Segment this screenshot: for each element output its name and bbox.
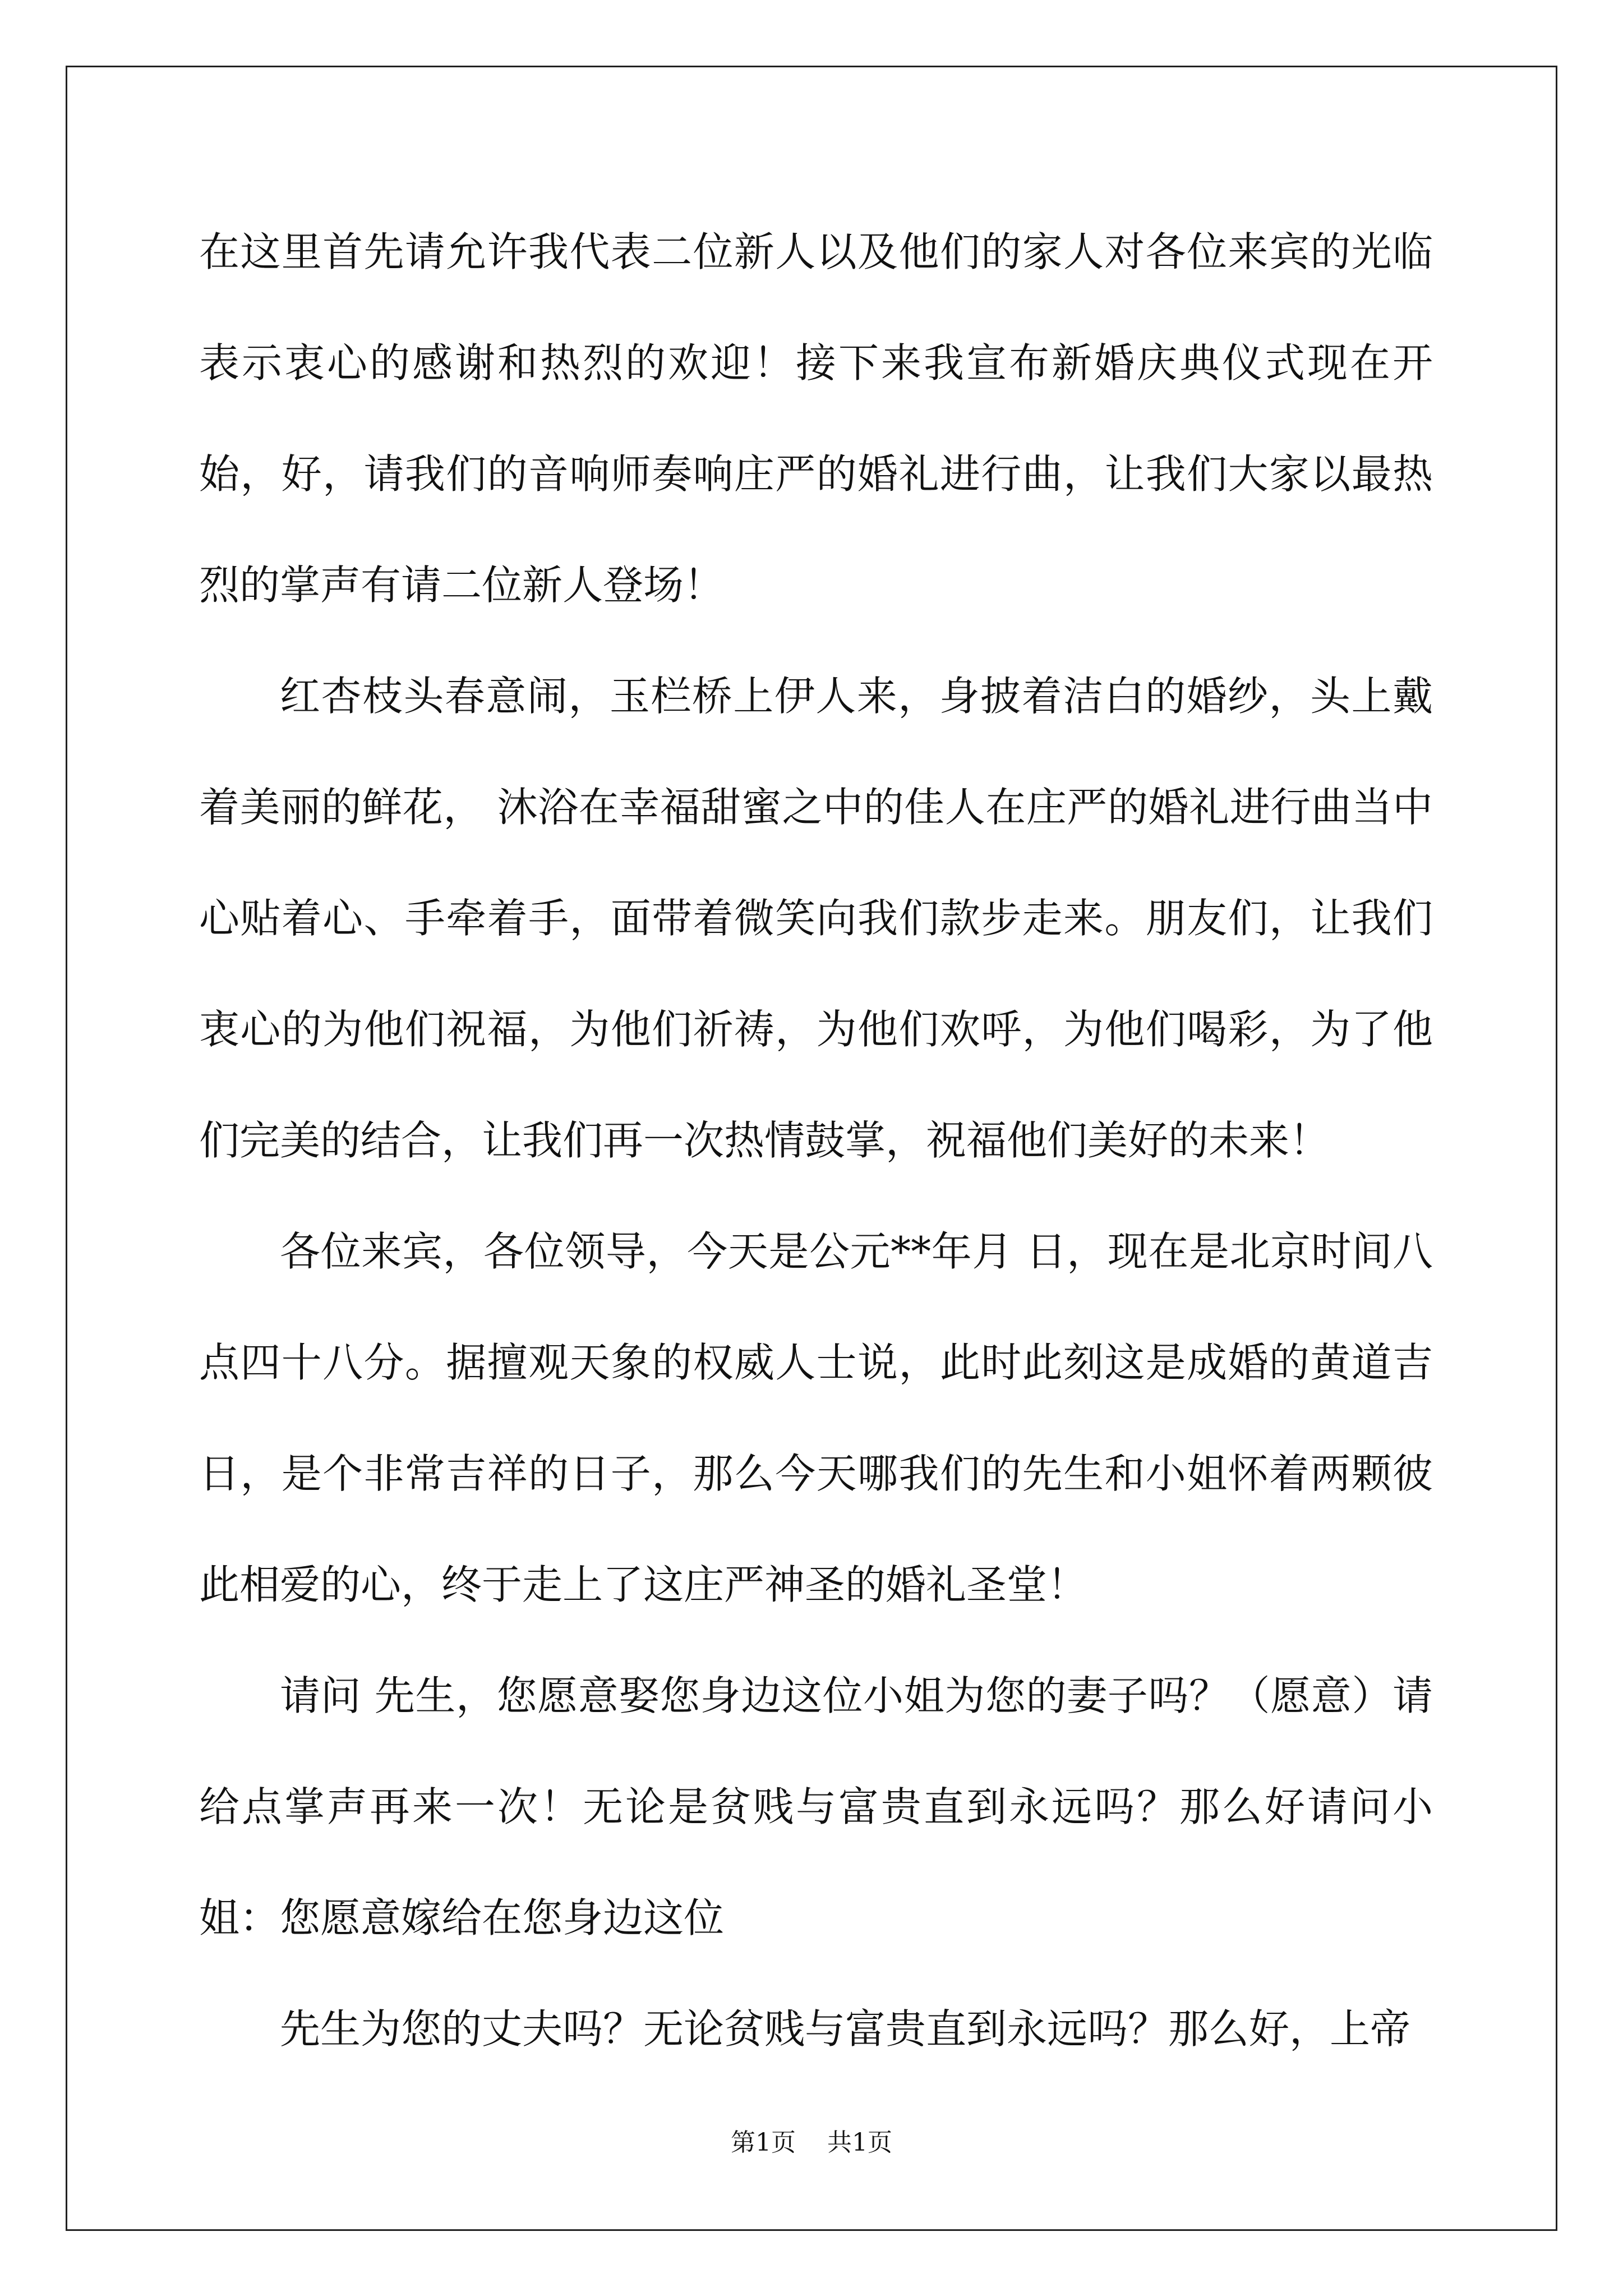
page-footer [0,2126,1623,2160]
paragraph-4: 请问 先生，您愿意娶您身边这位小姐为您的妻子吗？（愿意）请给点掌声再来一次！无论是贫贱与富贵直到永远吗？那么好请问小姐：您愿意嫁给在您身边这位 [199,1672,1433,1941]
page-total: 共1页 [827,2128,892,2157]
paragraph-3: 各位来宾，各位领导，今天是公元**年月 日，现在是北京时间八点四十八分。据擅观天象的权威人士说，此时此刻这是成婚的黄道吉日，是个非常吉祥的日子，那么今天哪我们的先生和小姐怀着两颗彼此相爱的心，终于走上了这庄严神圣的婚礼圣堂！ [199,1228,1433,1608]
paragraph-5: 先生为您的丈夫吗？无论贫贱与富贵直到永远吗？那么好，上帝 [280,2005,1411,2053]
document-body [199,196,1433,2085]
paragraph-2: 红杏枝头春意闹，玉栏桥上伊人来，身披着洁白的婚纱，头上戴着美丽的鲜花， 沐浴在幸福甜蜜之中的佳人在庄严的婚礼进行曲当中心贴着心、手牵着手，面带着微笑向我们款步走来。朋友们，让我们衷心的为他们祝福，为他们祈祷，为他们欢呼，为他们喝彩，为了他们完美的结合，让我们再一次热情鼓掌，祝福他们美好的未来！ [199,673,1433,1164]
paragraph-1: 在这里首先请允许我代表二位新人以及他们的家人对各位来宾的光临表示衷心的感谢和热烈的欢迎！接下来我宣布新婚庆典仪式现在开始，好，请我们的音响师奏响庄严的婚礼进行曲，让我们大家以最热烈的掌声有请二位新人登场！ [199,228,1433,609]
page-number: 第1页 [731,2128,796,2157]
